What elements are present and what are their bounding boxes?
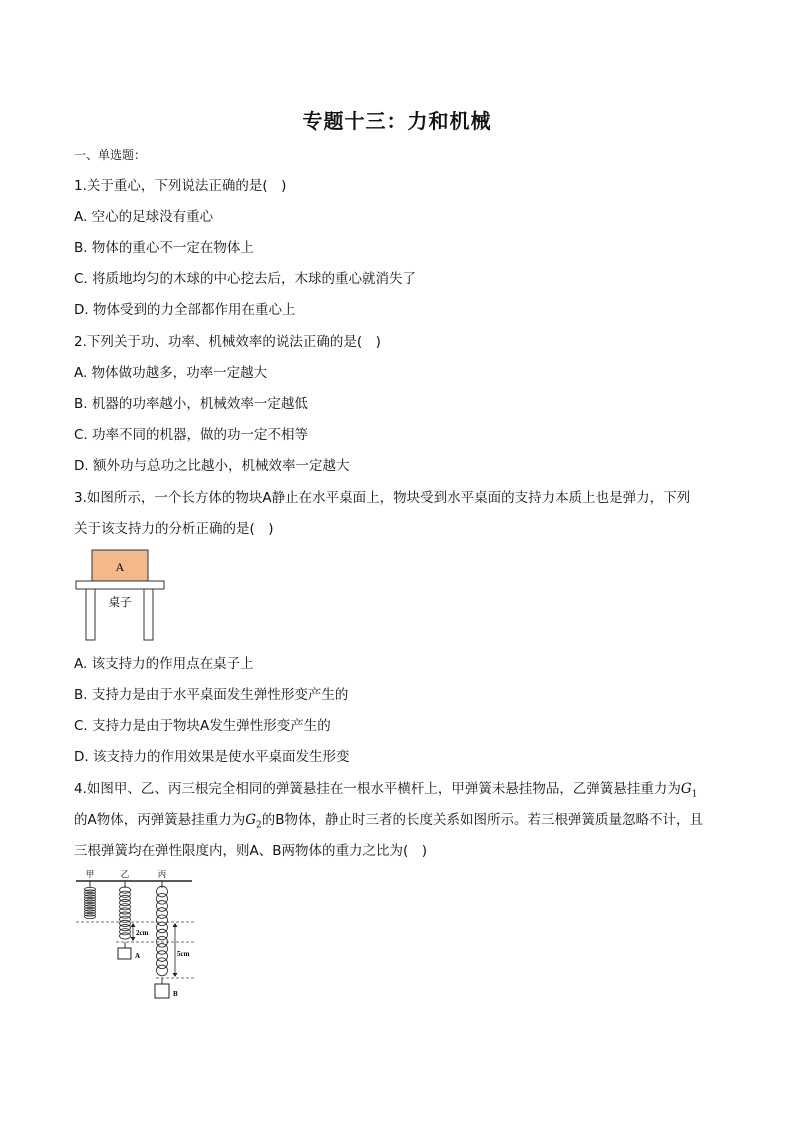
q3-stem-line2: 关于该支持力的分析正确的是( ): [74, 521, 274, 537]
dim-5cm-label: 5cm: [177, 950, 190, 958]
table-top: [76, 581, 164, 589]
spring-bing: [157, 881, 168, 976]
table-leg-right: [144, 589, 153, 640]
q4-stem-line1: [74, 780, 697, 804]
q1-option-d: D. 物体受到的力全部都作用在重心上: [74, 302, 296, 318]
section-heading: 一、单选题：: [74, 148, 147, 162]
g1-letter: G: [680, 781, 692, 797]
block-a: [118, 948, 131, 959]
g2-symbol: [245, 812, 262, 831]
q2-stem: 2.下列关于功、功率、机械效率的说法正确的是( ): [74, 334, 381, 350]
g2-subscript: 2: [256, 820, 262, 831]
g1-symbol: [680, 781, 698, 800]
label-bing: 丙: [157, 870, 167, 880]
q1-stem: 1.关于重心，下列说法正确的是( ): [74, 178, 287, 194]
q2-option-c: C. 功率不同的机器，做的功一定不相等: [74, 427, 309, 443]
q3-stem-line1: 3.如图所示，一个长方体的物块A静止在水平桌面上，物块受到水平桌面的支持力本质上也是弹力，下列: [74, 490, 691, 506]
spring-yi: [120, 881, 131, 939]
table-figure: [74, 548, 166, 642]
q3-option-b: B. 支持力是由于水平桌面发生弹性形变产生的: [74, 687, 349, 703]
q4-line1-text: 4.如图甲、乙、丙三根完全相同的弹簧悬挂在一根水平横杆上，甲弹簧未悬挂物品，乙弹簧悬挂重力为: [74, 781, 681, 797]
q4-stem-line3: 三根弹簧均在弹性限度内，则A、B两物体的重力之比为( ): [74, 843, 428, 859]
g1-subscript: 1: [691, 789, 698, 800]
g2-letter: G: [245, 812, 257, 828]
label-yi: 乙: [120, 870, 130, 880]
q4-stem-line2: [74, 811, 703, 835]
dim-2cm-label: 2cm: [136, 929, 149, 937]
spring-figure: [72, 868, 198, 1006]
table-label: 桌子: [108, 595, 132, 609]
q4-line2a-text: 的A物体，丙弹簧悬挂重力为: [74, 812, 246, 828]
block-b: [155, 984, 169, 998]
spring-jia: [85, 881, 96, 919]
block-a-label: A: [115, 560, 125, 574]
block-b-label: B: [173, 990, 178, 998]
q1-option-b: B. 物体的重心不一定在物体上: [74, 240, 254, 256]
q3-option-d: D. 该支持力的作用效果是使水平桌面发生形变: [74, 749, 350, 765]
q2-option-d: D. 额外功与总功之比越小，机械效率一定越大: [74, 458, 350, 474]
label-jia: 甲: [85, 870, 95, 880]
q4-line2b-text: 的B物体，静止时三者的长度关系如图所示。若三根弹簧质量忽略不计，且: [261, 812, 704, 828]
q2-option-a: A. 物体做功越多，功率一定越大: [74, 365, 268, 381]
q3-option-c: C. 支持力是由于物块A发生弹性形变产生的: [74, 718, 331, 734]
page-title: 专题十三：力和机械: [302, 109, 492, 133]
q1-option-a: A. 空心的足球没有重心: [74, 209, 214, 225]
q1-option-c: C. 将质地均匀的木球的中心挖去后，木球的重心就消失了: [74, 271, 417, 287]
block-a-label: A: [135, 952, 141, 960]
q2-option-b: B. 机器的功率越小，机械效率一定越低: [74, 396, 308, 412]
q3-option-a: A. 该支持力的作用点在桌子上: [74, 656, 254, 672]
table-leg-left: [86, 589, 95, 640]
